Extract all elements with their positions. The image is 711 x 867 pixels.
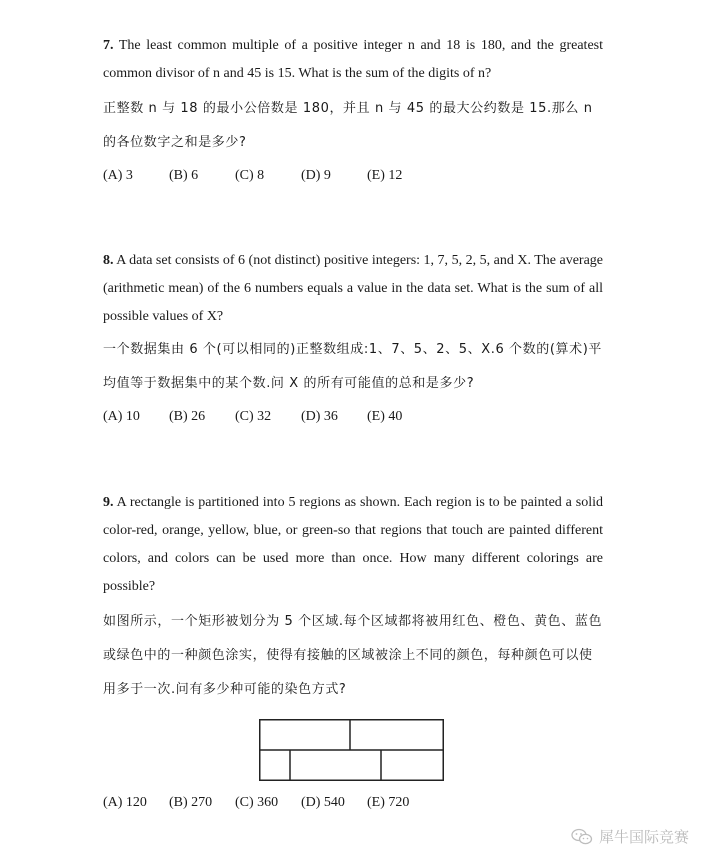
choice-a: (A) 3: [103, 168, 133, 183]
choice-b: (B) 26: [169, 409, 206, 424]
choice-e: (E) 12: [367, 168, 403, 183]
watermark: [571, 826, 689, 847]
problem-9-chinese: 如图所示，一个矩形被划分为 5 个区域.每个区域都将被用红色、橙色、黄色、蓝色或绿色中的一种颜色涂实，使得有接触的区域被涂上不同的颜色，每种颜色可以使用多于一次.问有多少种可能的染色方式?: [103, 614, 603, 697]
watermark-text: 犀牛国际竞赛: [598, 828, 689, 846]
choice-d: (D) 9: [301, 168, 331, 183]
choice-e: (E) 40: [367, 409, 403, 424]
choice-e: (E) 720: [367, 795, 410, 810]
problem-8-english: 8. A data set consists of 6 (not distinct) positive integers: 1, 7, 5, 2, 5, and X. The average (arithmetic mean) of the 6 numbers equals a value in the data set. What is the sum of all possible values of X?: [103, 253, 603, 324]
problem-7: [103, 32, 603, 190]
problem-8-number: 8.: [103, 253, 114, 268]
problem-9: [103, 489, 603, 707]
problem-9-answers: [103, 789, 603, 817]
problem-7-english: 7. The least common multiple of a positive integer n and 18 is 180, and the greatest common divisor of n and 45 is 15. What is the sum of the digits of n?: [103, 38, 603, 81]
problem-7-chinese: 正整数 n 与 18 的最小公倍数是 180，并且 n 与 45 的最大公约数是 15.那么 n 的各位数字之和是多少?: [103, 101, 593, 150]
choice-b: (B) 6: [169, 168, 199, 183]
problem-7-choices: [103, 162, 603, 190]
choice-a: (A) 120: [103, 795, 147, 810]
problem-9-english: 9. A rectangle is partitioned into 5 regions as shown. Each region is to be painted a solid color-red, orange, yellow, blue, or green-so that regions that touch are painted different colors, and colors can be used more than once. How many different colorings are possible?: [103, 495, 604, 594]
choice-c: (C) 360: [235, 795, 279, 810]
choice-d: (D) 540: [301, 795, 345, 810]
problem-7-number: 7.: [103, 38, 114, 53]
problem-8-choices: [103, 403, 603, 431]
wechat-icon: [571, 828, 593, 846]
problem-8: [103, 247, 603, 431]
choice-b: (B) 270: [169, 795, 213, 810]
choice-c: (C) 8: [235, 168, 265, 183]
problem-9-choices: [103, 789, 603, 817]
choice-c: (C) 32: [235, 409, 272, 424]
problem-8-chinese: 一个数据集由 6 个(可以相同的)正整数组成:1、7、5、2、5、X.6 个数的(算术)平均值等于数据集中的某个数.问 X 的所有可能值的总和是多少?: [103, 342, 602, 391]
partitioned-rectangle-figure: [259, 719, 444, 781]
problem-9-number: 9.: [103, 495, 114, 510]
choice-d: (D) 36: [301, 409, 338, 424]
choice-a: (A) 10: [103, 409, 140, 424]
